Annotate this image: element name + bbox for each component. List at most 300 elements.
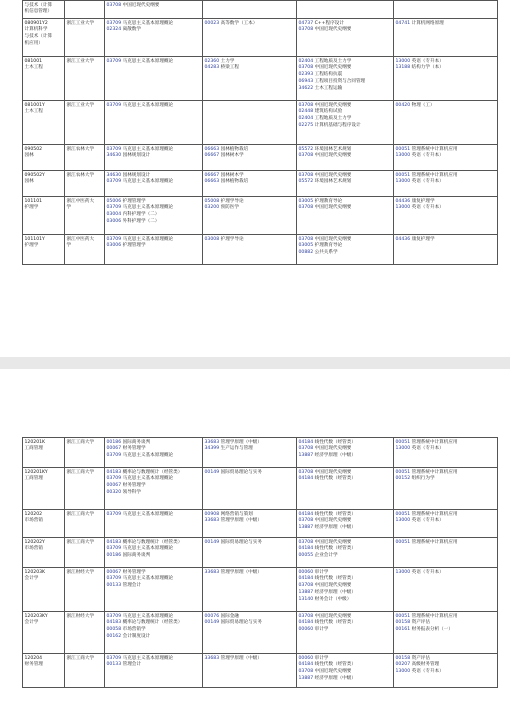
course-entry [107,583,201,590]
course-code: 03708 [298,236,314,242]
major-cell-line: 与技术（计算 [24,34,53,40]
course-name: 资产评估 [411,655,430,661]
course-entry [107,243,201,250]
course-name: 管理系统中计算机应用 [411,146,458,152]
course-name: 中国近现代史纲要 [314,205,352,211]
course-cell-col5 [297,438,394,468]
course-cell-col5 [297,510,394,538]
course-code: 03709 [106,236,122,242]
course-code: 04184 [298,620,314,626]
page-separator [0,357,510,369]
course-code: 00133 [106,662,122,668]
course-cell-col6 [394,568,498,612]
school-cell [65,101,105,145]
course-name: 审计学 [314,655,329,661]
course-name: 马克思主义基本原理概论 [122,58,174,64]
major-cell-line: 园林 [24,179,34,185]
major-cell-line: 090502Y [24,172,45,178]
school-cell [65,538,105,568]
course-name: 预防医学 [220,205,239,211]
course-code: 13000 [395,153,411,159]
course-code: 00149 [204,620,220,626]
course-code: 03708 [298,205,314,211]
course-entry [299,205,392,212]
course-name: 经济学原理（中级） [314,676,356,682]
course-cell-col4 [203,197,297,235]
course-code: 00158 [395,620,411,626]
school-cell-line: 浙江财经大学 [66,613,95,619]
major-cell [23,510,65,538]
course-table-page-2 [22,437,498,688]
course-entry [205,518,295,525]
course-code: 33683 [204,439,220,445]
course-name: 马克思主义基本原理概论 [122,576,174,582]
course-entry [299,250,392,257]
course-cell-col5 [297,612,394,654]
school-cell-line: 浙江工商大学 [66,469,95,475]
course-name: 中国近现代史纲要 [314,469,352,475]
table-row [23,654,498,688]
course-name: 护理教育导论 [314,198,343,204]
major-cell-line: 工商管理 [24,446,43,452]
course-cell-col3 [105,612,203,654]
course-code: 00023 [204,20,220,26]
major-cell-line: 市场营销 [24,546,43,552]
course-entry [299,153,392,160]
course-entry [299,553,392,560]
course-cell-col4 [203,538,297,568]
course-code: 03708 [298,27,314,33]
course-entry [396,65,496,72]
course-entry [396,21,496,28]
course-code: 34399 [204,446,220,452]
course-entry [205,65,295,72]
major-cell-line: 120201KY [24,469,48,475]
course-code: 00882 [298,250,314,256]
course-code: 00051 [395,172,411,178]
major-cell [23,438,65,468]
course-code: 03200 [204,205,220,211]
school-cell [65,145,105,171]
course-code: 03708 [298,518,314,524]
course-entry [396,627,496,634]
table-row [23,468,498,510]
course-name: 管理系统中计算机应用 [411,539,458,545]
course-code: 33683 [204,655,220,661]
course-cell-col5 [297,145,394,171]
course-name: 环境园林艺术规划 [314,179,352,185]
course-entry [107,103,201,110]
course-code: 04184 [298,546,314,552]
course-name: 工程项目投资与合同管理 [314,79,366,85]
course-name: 中国近现代史纲要 [314,102,352,108]
school-cell-line: 学 [66,243,72,249]
course-name: 线性代数（经管类） [314,576,356,582]
course-code: 00051 [395,146,411,152]
course-code: 03709 [106,58,122,64]
course-code: 03709 [106,20,122,26]
course-code: 03006 [106,243,122,249]
course-code: 03708 [298,469,314,475]
course-name: 中国近现代史纲要 [314,518,352,524]
major-cell-line: 市场营销 [24,518,43,524]
course-cell-col6 [394,538,498,568]
major-cell-line: 工商管理 [24,476,43,482]
course-entry [299,27,392,34]
course-code: 04184 [298,439,314,445]
course-code: 00067 [106,446,122,452]
course-entry [107,662,201,669]
course-code: 03708 [298,65,314,71]
course-code: 00158 [395,655,411,661]
course-code: 03709 [106,102,122,108]
course-code: 00055 [298,553,314,559]
course-cell-col4 [203,235,297,265]
course-name: 计算机基础与程序设计 [314,123,361,129]
course-cell-col3 [105,538,203,568]
course-code: 05572 [298,179,314,185]
course-cell-col6 [394,654,498,688]
course-cell-col3 [105,438,203,468]
course-cell-col3 [105,19,203,57]
school-cell [65,197,105,235]
course-entry [396,570,496,577]
course-entry [107,634,201,641]
course-name: 财务管理学 [122,569,146,575]
course-cell-col4 [203,145,297,171]
course-cell-col3 [105,197,203,235]
course-code: 34630 [106,153,122,159]
course-name: 中国近现代史纲要 [314,172,352,178]
major-cell-line: 会计学 [24,576,39,582]
course-code: 04737 [298,20,314,26]
course-code: 06663 [204,179,220,185]
school-cell-line: 浙江工商大学 [66,539,95,545]
course-code: 03709 [106,511,122,517]
course-entry [299,476,392,483]
course-name: 网络营销与策划 [220,511,253,517]
course-name: 马克思主义基本原理概论 [122,205,174,211]
course-code: 00149 [204,539,220,545]
course-code: 03708 [298,613,314,619]
course-name: 英语（专升本） [411,446,444,452]
course-name: 概率论与数理统计（经管类） [122,620,183,626]
table-row [23,235,498,265]
course-code: 00133 [106,583,122,589]
course-code: 04184 [298,511,314,517]
course-code: 00152 [395,476,411,482]
course-entry [107,512,201,519]
course-code: 13000 [395,446,411,452]
school-cell [65,568,105,612]
major-cell-line: 090502 [24,146,43,152]
course-code: 00162 [106,634,122,640]
course-name: 马克思主义基本原理概论 [122,20,174,26]
major-cell-line: 与技术（计算 [24,2,53,8]
major-cell [23,612,65,654]
course-code: 03708 [298,539,314,545]
major-cell-line: 土木工程 [24,65,43,71]
course-name: 组织行为学 [411,476,435,482]
course-cell-col5 [297,19,394,57]
course-name: 英语（专升本） [411,669,444,675]
course-cell-col5 [297,197,394,235]
course-name: 园林树木学 [220,172,244,178]
course-entry [396,518,496,525]
course-name: 工程结构抗震 [314,72,343,78]
course-name: 护理学导论 [220,236,244,242]
course-name: 管理系统中计算机应用 [411,439,458,445]
school-cell-line: 浙江农林大学 [66,172,95,178]
course-code: 06667 [204,172,220,178]
course-entry [299,453,392,460]
course-cell-col6 [394,171,498,197]
course-cell-col4 [203,612,297,654]
major-cell-line: 土木工程 [24,109,43,115]
course-name: 线性代数（经管类） [314,511,356,517]
course-code: 13000 [395,569,411,575]
course-name: 物理（工） [411,102,435,108]
school-cell [65,438,105,468]
course-code: 13887 [298,525,314,531]
major-cell [23,145,65,171]
course-name: 管理学原理（中级） [220,518,262,524]
school-cell [65,468,105,510]
school-cell [65,612,105,654]
course-cell-col3 [105,101,203,145]
course-cell-col3 [105,235,203,265]
major-cell-line: 120203KY [24,613,48,619]
course-name: 经济学原理（中级） [314,525,356,531]
course-name: 财务管理学 [122,446,146,452]
course-name: 中国近现代史纲要 [314,539,352,545]
course-code: 00207 [395,662,411,668]
course-code: 00076 [204,613,220,619]
course-code: 13887 [298,453,314,459]
course-name: 英语（专升本） [411,179,444,185]
course-name: 线性代数（经管类） [314,476,356,482]
course-cell-col6 [394,197,498,235]
course-code: 33683 [204,569,220,575]
table-row [23,101,498,145]
table-row [23,612,498,654]
course-code: 03008 [204,236,220,242]
course-entry [107,553,201,560]
course-entry [107,27,201,34]
course-code: 02404 [298,116,314,122]
school-cell-line: 浙江工商大学 [66,511,95,517]
course-code: 34622 [298,86,314,92]
course-code: 03709 [106,613,122,619]
major-cell [23,57,65,101]
course-code: 02393 [298,72,314,78]
course-code: 00067 [106,483,122,489]
course-name: 线性代数（经管类） [314,546,356,552]
course-name: 管理系统中计算机应用 [411,511,458,517]
course-name: 园林植物栽培 [220,179,249,185]
course-cell-col5 [297,654,394,688]
course-name: 概率论与数理统计（经管类） [122,539,183,545]
school-cell-line: 浙江工商大学 [66,655,95,661]
course-name: 财务管理学 [122,483,146,489]
course-code: 03006 [106,219,122,225]
course-code: 03709 [106,576,122,582]
course-code: 13140 [298,597,314,603]
course-code: 03004 [106,212,122,218]
course-code: 00186 [106,439,122,445]
major-cell-line: 会计学 [24,620,39,626]
course-name: 英语（专升本） [411,569,444,575]
course-code: 00058 [106,627,122,633]
course-code: 00161 [395,627,411,633]
course-cell-col6 [394,510,498,538]
course-cell-col3 [105,568,203,612]
course-code: 00051 [395,439,411,445]
major-cell-line: 120201K [24,439,46,445]
course-cell-col5 [297,568,394,612]
school-cell [65,57,105,101]
course-code: 00051 [395,539,411,545]
course-name: 概率论与数理统计（经管类） [122,469,183,475]
course-code: 04184 [298,662,314,668]
major-cell-line: 机应用） [24,41,43,47]
table-row [23,145,498,171]
course-cell-col4 [203,654,297,688]
table-row [23,538,498,568]
course-entry [205,656,295,663]
table-row [23,57,498,101]
course-name: 环境园林艺术规划 [314,146,352,152]
course-code: 03709 [106,476,122,482]
document-page-2 [0,369,510,725]
major-cell-line: 计算机科学 [24,27,48,33]
course-entry [205,153,295,160]
school-cell-line: 浙江工业大学 [66,102,95,108]
course-name: 中国近现代史纲要 [314,153,352,159]
course-name: 护理教育导论 [314,243,343,249]
course-name: 计算机网络原理 [411,20,444,26]
course-code: 02404 [298,58,314,64]
table-row [23,171,498,197]
course-name: 中国近现代史纲要 [314,65,352,71]
course-name: 康复护理学 [411,198,435,204]
major-cell-line: 120202Y [24,539,45,545]
course-code: 13887 [298,676,314,682]
course-name: 马克思主义基本原理概论 [122,179,174,185]
course-entry [299,123,392,130]
course-code: 03708 [298,669,314,675]
course-cell-col5 [297,235,394,265]
school-cell-line: 浙江工商大学 [66,439,95,445]
table-row [23,1,498,19]
course-name: 企业会计学 [314,553,338,559]
course-name: 公共关系学 [314,250,338,256]
major-cell-line: 120203K [24,569,46,575]
course-code: 13000 [395,518,411,524]
course-entry [396,669,496,676]
course-code: 00067 [106,569,122,575]
course-name: 财务会计（中级） [314,597,352,603]
course-name: 马克思主义基本原理概论 [122,453,174,459]
course-cell-col4 [203,101,297,145]
course-name: 管理会计 [122,583,141,589]
course-name: 园林规划设计 [122,172,151,178]
course-code: 03709 [106,205,122,211]
course-code: 34630 [106,172,122,178]
major-cell-line: 101101Y [24,236,45,242]
course-code: 03708 [298,446,314,452]
major-cell-line: 120202 [24,511,43,517]
course-code: 03709 [106,546,122,552]
course-name: 中国近现代史纲要 [314,236,352,242]
major-cell [23,538,65,568]
course-code: 13188 [395,65,411,71]
major-cell [23,654,65,688]
course-entry [205,540,295,547]
school-cell-line: 浙江农林大学 [66,146,95,152]
course-code: 02360 [204,58,220,64]
course-entry [396,103,496,110]
major-cell [23,171,65,197]
major-cell [23,19,65,57]
school-cell-line: 浙江工业大学 [66,58,95,64]
course-entry [299,676,392,683]
course-code: 03709 [106,453,122,459]
course-name: 康复护理学 [411,236,435,242]
course-cell-col4 [203,171,297,197]
course-name: C++程序设计 [314,20,344,26]
major-cell-line: 园林 [24,153,34,159]
course-name: 工程地质及土力学 [314,116,352,122]
course-name: 生产运作与管理 [220,446,253,452]
course-entry [299,525,392,532]
course-code: 04283 [204,65,220,71]
course-name: 护理管理学 [122,198,146,204]
school-cell-line: 浙江中医药大 [66,198,95,204]
table-row [23,438,498,468]
course-entry [299,597,392,604]
school-cell [65,1,105,19]
course-name: 财务报表分析（一） [411,627,453,633]
course-name: 管理学原理（中级） [220,439,262,445]
course-cell-col5 [297,538,394,568]
course-cell-col6 [394,19,498,57]
course-code: 05008 [204,198,220,204]
major-cell-line: 080901Y2 [24,20,48,26]
school-cell [65,19,105,57]
course-cell-col3 [105,57,203,101]
course-cell-col6 [394,235,498,265]
course-name: 园林规划设计 [122,153,151,159]
course-name: 土力学 [220,58,235,64]
course-name: 领导科学 [122,490,141,496]
course-code: 04184 [298,576,314,582]
course-code: 03005 [298,243,314,249]
course-name: 中国近现代史纲要 [314,583,352,589]
course-code: 06943 [298,79,314,85]
course-name: 管理系统中计算机应用 [411,172,458,178]
course-cell-col3 [105,171,203,197]
course-cell-col4 [203,468,297,510]
course-entry [396,153,496,160]
course-entry [107,490,201,497]
school-cell [65,235,105,265]
course-name: 线性代数（经管类） [314,662,356,668]
table-row [23,568,498,612]
course-name: 园林植物栽培 [220,146,249,152]
course-code: 05572 [298,146,314,152]
course-cell-col4 [203,438,297,468]
